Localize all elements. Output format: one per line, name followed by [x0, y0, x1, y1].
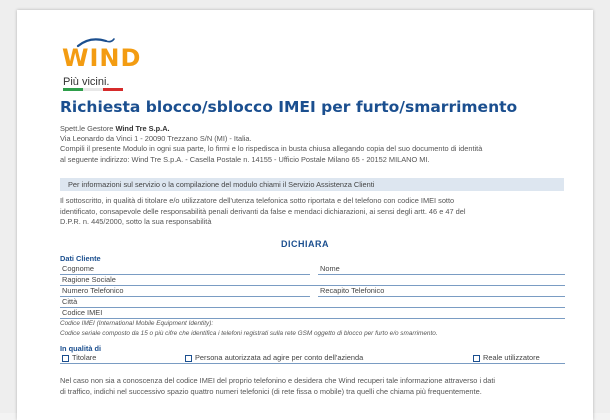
- document-page: [17, 10, 593, 420]
- nome-label: Nome: [320, 264, 340, 273]
- info-band-text: Per informazioni sul servizio o la compilazione del modulo chiami il Servizio Assistenza Clienti: [68, 180, 375, 189]
- recipient-name: Wind Tre S.p.A.: [115, 124, 170, 133]
- declaration-line-3: D.P.R. n. 445/2000, sotto la sua responsabilità: [60, 217, 212, 226]
- logo-tagline: Più vicini.: [63, 76, 110, 88]
- declaration-line-2: identificato, consapevole delle responsabilità penali derivanti da false e mendaci dichiarazioni, ai sensi degli artt. 46 e 47 del: [60, 207, 466, 216]
- instructions-line-2: al seguente indirizzo: Wind Tre S.p.A. - Casella Postale n. 14155 - Ufficio Postale Milano 65 - 20152 MILANO MI.: [60, 155, 430, 164]
- codice-imei-field[interactable]: [60, 318, 565, 319]
- declaration-line-1: Il sottoscritto, in qualità di titolare e/o utilizzatore dell'utenza telefonica sotto riportata e del telefono con codice IMEI sotto: [60, 196, 455, 205]
- address-text: Via Leonardo da Vinci 1 - 20090 Trezzano S/N (MI) - Italia.: [60, 134, 252, 143]
- reale-utilizzatore-checkbox[interactable]: [473, 355, 480, 362]
- nome-field[interactable]: [318, 274, 565, 275]
- logo-wordmark: WIND: [62, 44, 142, 72]
- wind-logo: [62, 38, 142, 88]
- recipient-line: [60, 124, 560, 135]
- numero-telefonico-label: Numero Telefonico: [62, 286, 124, 295]
- numero-telefonico-field[interactable]: [60, 296, 310, 297]
- persona-autorizzata-label: Persona autorizzata ad agire per conto dell'azienda: [195, 353, 364, 362]
- codice-imei-label: Codice IMEI: [62, 308, 103, 317]
- recapito-telefonico-field[interactable]: [318, 296, 565, 297]
- qualita-heading: In qualità di: [60, 344, 102, 353]
- instructions-line-1: Compili il presente Modulo in ogni sua parte, lo firmi e lo rispedisca in busta chiusa allegando copia del suo documento di identità: [60, 144, 483, 153]
- citta-label: Città: [62, 297, 78, 306]
- ragione-sociale-label: Ragione Sociale: [62, 275, 116, 284]
- titolare-checkbox[interactable]: [62, 355, 69, 362]
- cognome-label: Cognome: [62, 264, 95, 273]
- recapito-telefonico-label: Recapito Telefonico: [320, 286, 385, 295]
- persona-autorizzata-checkbox[interactable]: [185, 355, 192, 362]
- ragione-sociale-field[interactable]: [60, 285, 565, 286]
- imei-note-line-2: Codice seriale composto da 15 o più cifre che identifica i telefoni registrati sulla rete GSM oggetto di blocco per furto e/o smarrimento.: [60, 330, 438, 337]
- info-band: [60, 178, 564, 191]
- footer-text-line-1: Nel caso non sia a conoscenza del codice IMEI del proprio telefonino e desidera che Wind recuperi tale informazione attraverso i dati: [60, 376, 496, 385]
- italian-flag-stripe: [63, 88, 123, 91]
- citta-field[interactable]: [60, 307, 565, 308]
- recipient-label: Spett.le Gestore: [60, 124, 114, 133]
- qualita-divider: [60, 363, 565, 364]
- reale-utilizzatore-label: Reale utilizzatore: [483, 353, 540, 362]
- dichiara-heading: DICHIARA: [281, 239, 329, 249]
- titolare-label: Titolare: [72, 353, 97, 362]
- imei-note-line-1: Codice IMEI (International Mobile Equipment Identity):: [60, 320, 214, 327]
- document-title: Richiesta blocco/sblocco IMEI per furto/smarrimento: [60, 98, 518, 116]
- footer-text-line-2: di traffico, indichi nel successivo spazio quattro numeri telefonici (di rete fissa o mobile) tra quelli che chiama più frequentemente.: [60, 387, 482, 396]
- dati-cliente-heading: Dati Cliente: [60, 254, 101, 263]
